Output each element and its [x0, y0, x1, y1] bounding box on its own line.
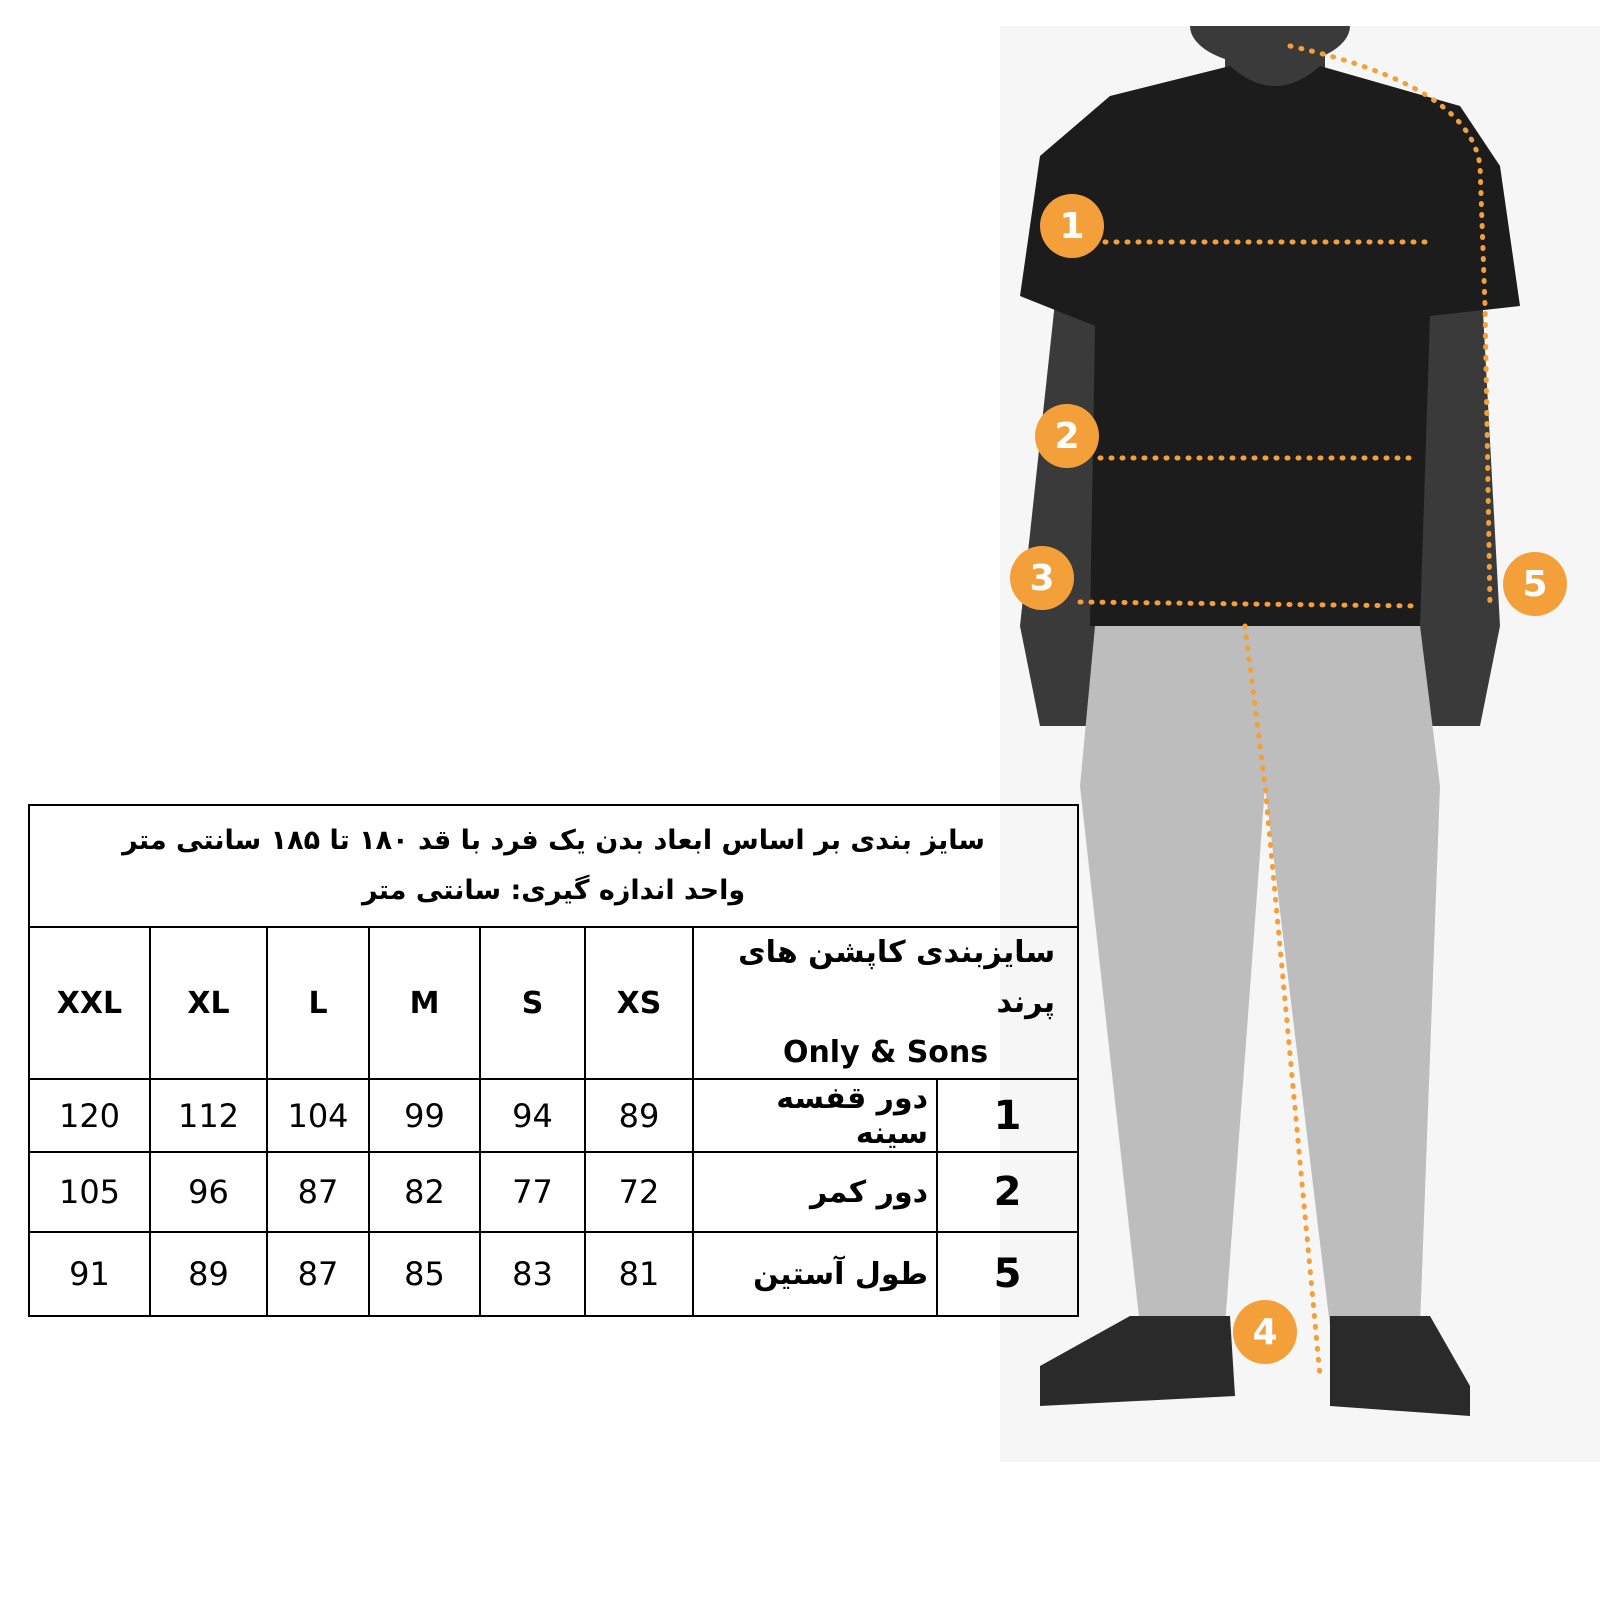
marker-3 — [1010, 546, 1074, 610]
table-row — [29, 1079, 1078, 1152]
cell-value: 99 — [369, 1079, 480, 1152]
size-header-l: L — [267, 927, 369, 1079]
size-header-row — [29, 927, 1078, 1079]
cell-value: 85 — [369, 1232, 480, 1316]
size-header-xl: XL — [150, 927, 267, 1079]
marker-1 — [1040, 194, 1104, 258]
size-header-m: M — [369, 927, 480, 1079]
cell-value: 72 — [585, 1152, 693, 1232]
marker-2-label: 2 — [1054, 416, 1080, 457]
cell-value: 112 — [150, 1079, 267, 1152]
cell-value: 104 — [267, 1079, 369, 1152]
measurement-label: دور کمر — [693, 1152, 937, 1232]
caption-line-1: سایز بندی بر اساس ابعاد بدن یک فرد با قد ۱۸۰ تا ۱۸۵ سانتی متر — [122, 825, 985, 856]
cell-value: 96 — [150, 1152, 267, 1232]
brand-title-fa: سایزبندی کاپشن های پرند — [738, 935, 1056, 1020]
measurement-number: 5 — [937, 1232, 1078, 1316]
cell-value: 87 — [267, 1152, 369, 1232]
marker-3-label: 3 — [1029, 558, 1055, 599]
table-row — [29, 1152, 1078, 1232]
marker-4 — [1233, 1300, 1297, 1364]
brand-title-en: Only & Sons — [782, 1035, 989, 1070]
table-row — [29, 1232, 1078, 1316]
marker-1-label: 1 — [1059, 206, 1085, 247]
measurement-label: دور قفسه سینه — [693, 1079, 937, 1152]
model-figure — [1000, 26, 1600, 1462]
size-header-xs: XS — [585, 927, 693, 1079]
measurement-number: 1 — [937, 1079, 1078, 1152]
table-caption — [29, 805, 1078, 927]
cell-value: 81 — [585, 1232, 693, 1316]
caption-line-2: واحد اندازه گیری: سانتی متر — [361, 875, 746, 906]
cell-value: 89 — [585, 1079, 693, 1152]
size-chart-table — [28, 804, 1079, 1317]
cell-value: 120 — [29, 1079, 150, 1152]
cell-value: 87 — [267, 1232, 369, 1316]
cell-value: 105 — [29, 1152, 150, 1232]
size-header-s: S — [480, 927, 585, 1079]
cell-value: 83 — [480, 1232, 585, 1316]
marker-4-label: 4 — [1252, 1312, 1278, 1353]
cell-value: 94 — [480, 1079, 585, 1152]
cell-value: 77 — [480, 1152, 585, 1232]
measurement-label: طول آستین — [693, 1232, 937, 1316]
cell-value: 89 — [150, 1232, 267, 1316]
cell-value: 91 — [29, 1232, 150, 1316]
marker-5 — [1503, 552, 1567, 616]
cell-value: 82 — [369, 1152, 480, 1232]
marker-2 — [1035, 404, 1099, 468]
measurement-number: 2 — [937, 1152, 1078, 1232]
model-illustration — [1000, 26, 1600, 1462]
size-header-xxl: XXL — [29, 927, 150, 1079]
marker-5-label: 5 — [1522, 564, 1548, 605]
brand-header — [693, 927, 1078, 1079]
